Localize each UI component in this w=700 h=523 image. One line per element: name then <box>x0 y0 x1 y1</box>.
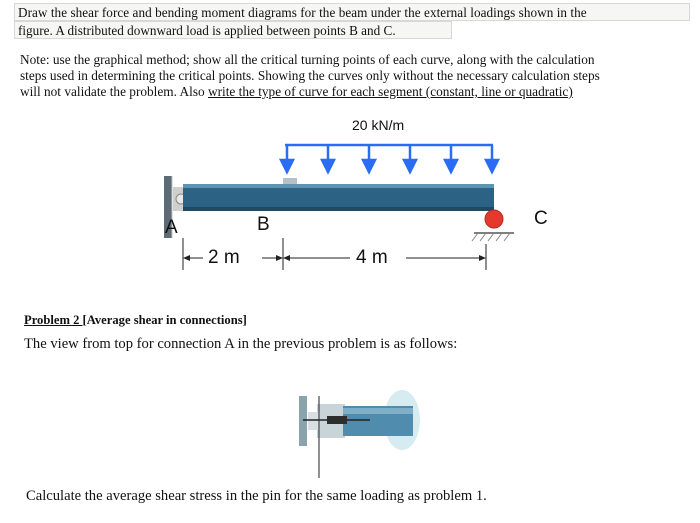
problem2-number: Problem 2 <box>24 313 83 327</box>
problem1-text-line2: figure. A distributed downward load is applied between points B and C. <box>18 23 396 38</box>
label-b: B <box>257 214 270 235</box>
note-line1: Note: use the graphical method; show all the critical turning points of each curve, along with the calculation <box>20 52 595 67</box>
problem2-question: Calculate the average shear stress in the pin for the same loading as problem 1. <box>26 488 487 504</box>
note-line3-text: will not validate the problem. Also <box>20 84 208 99</box>
problem2-description: The view from top for connection A in the previous problem is as follows: <box>24 336 458 352</box>
pin-body <box>327 416 347 424</box>
note-underlined-instruction: write the type of curve for each segment (constant, line or quadratic) <box>207 84 573 99</box>
member-highlight <box>343 408 413 414</box>
clevis-plate-left <box>299 396 307 446</box>
dimension-ab: 2 m <box>208 247 240 268</box>
dimension-bc: 4 m <box>356 247 388 268</box>
problem1-text-line1: Draw the shear force and bending moment diagrams for the beam under the external loadings shown in the <box>18 5 587 20</box>
pin-head <box>308 412 320 430</box>
label-a: A <box>165 217 178 238</box>
load-label: 20 kN/m <box>352 117 405 133</box>
problem2-topic: [Average shear in connections] <box>82 313 247 327</box>
note-line2: steps used in determining the critical points. Showing the curves only without the necessary calculation steps <box>20 68 600 83</box>
label-c: C <box>534 208 548 229</box>
